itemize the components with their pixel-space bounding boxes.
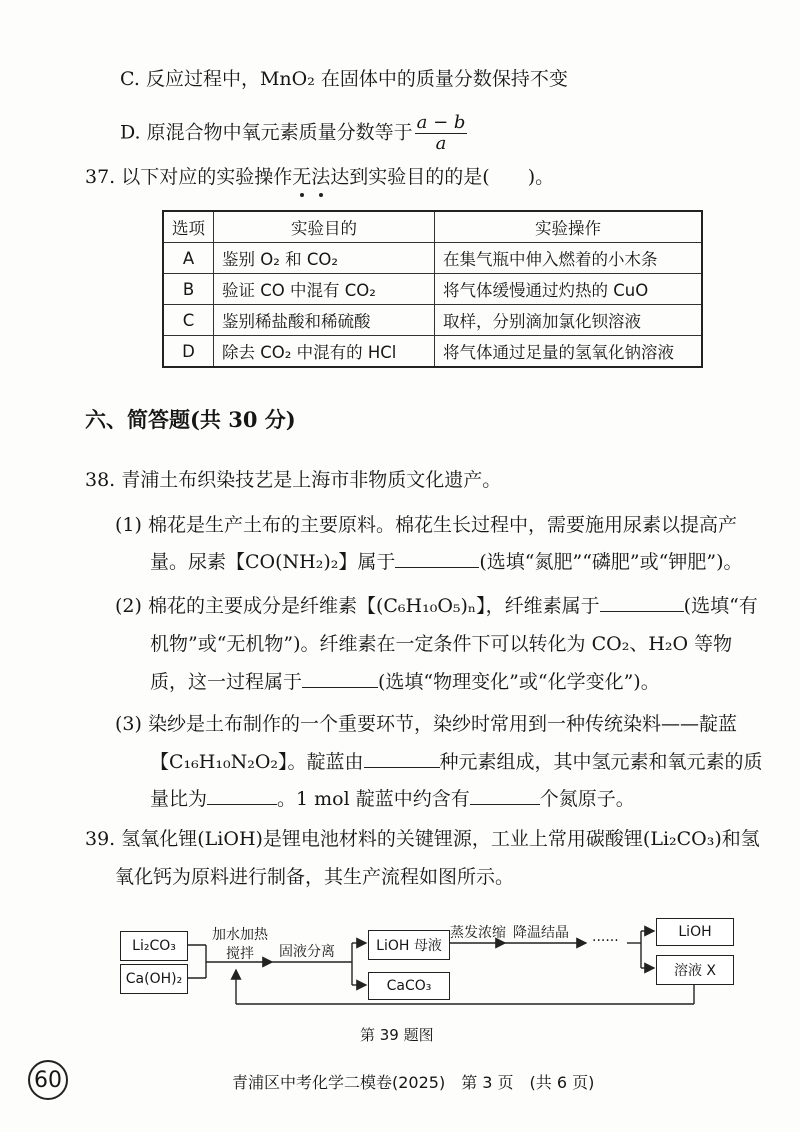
flow-ellipsis: ······ [592, 933, 619, 949]
text: (选填“氮肥”“磷肥”或“钾肥”)。 [479, 551, 743, 573]
text: (2) 棉花的主要成分是纤维素【(C₆H₁₀O₅)ₙ】，纤维素属于 [115, 595, 600, 617]
q36-option-c: C. 反应过程中，MnO₂ 在固体中的质量分数保持不变 [120, 68, 568, 90]
table-header: 实验目的 [214, 211, 435, 243]
table-cell: 将气体通过足量的氢氧化钠溶液 [435, 336, 703, 368]
table-cell: 在集气瓶中伸入燃着的小木条 [435, 243, 703, 274]
table-cell: 除去 CO₂ 中混有的 HCl [214, 336, 435, 368]
flow-box-caco3: CaCO₃ [368, 972, 450, 1000]
table-cell: 将气体缓慢通过灼热的 CuO [435, 274, 703, 305]
q38-part2-line2: 机物”或“无机物”)。纤维素在一定条件下可以转化为 CO₂、H₂O 等物 [150, 633, 733, 655]
text: 质，这一过程属于 [150, 671, 303, 693]
q37-emphasis-char: 无 [292, 166, 312, 188]
table-header: 选项 [163, 211, 214, 243]
q37-stem-suffix: 达到实验目的的是( )。 [330, 166, 555, 188]
table-cell: 鉴别稀盐酸和稀硫酸 [214, 305, 435, 336]
table-cell: 鉴别 O₂ 和 CO₂ [214, 243, 435, 274]
flow-box-lioh-mother-liquor: LiOH 母液 [368, 930, 450, 960]
text: 【C₁₆H₁₀N₂O₂】。靛蓝由 [150, 751, 364, 773]
flow-box-lioh: LiOH [656, 918, 734, 946]
q37-emphasis-char: 法 [311, 166, 331, 188]
flow-step-label: 降温结晶 [513, 925, 569, 941]
flow-box-solution-x: 溶液 X [656, 955, 734, 985]
flow-box-li2co3: Li₂CO₃ [120, 931, 188, 961]
q38-stem: 38. 青浦土布织染技艺是上海市非物质文化遗产。 [85, 469, 502, 491]
section-heading: 六、简答题(共 30 分) [85, 407, 296, 432]
q36-option-d-text: D. 原混合物中氧元素质量分数等于 [120, 121, 413, 144]
flow-step-label: 搅拌 [226, 946, 254, 962]
text: (选填“有 [683, 595, 758, 617]
text: (选填“物理变化”或“化学变化”)。 [378, 671, 660, 693]
table-cell: 取样，分别滴加氯化钡溶液 [435, 305, 703, 336]
q38-part3-line1: (3) 染纱是土布制作的一个重要环节，染纱时常用到一种传统染料——靛蓝 [115, 713, 737, 735]
table-cell: B [163, 274, 214, 305]
page-footer: 青浦区中考化学二模卷(2025) 第 3 页 (共 6 页) [232, 1073, 595, 1092]
table-cell: D [163, 336, 214, 368]
table-cell: 验证 CO 中混有 CO₂ [214, 274, 435, 305]
table-cell: A [163, 243, 214, 274]
text: 个氮原子。 [539, 788, 635, 810]
flow-step-label: 固液分离 [279, 944, 335, 960]
text: 种元素组成，其中氢元素和氧元素的质 [439, 751, 763, 773]
page-number-circle: 60 [28, 1060, 68, 1100]
table-header: 实验操作 [435, 211, 703, 243]
fraction-denominator: a [435, 133, 447, 154]
table-cell: C [163, 305, 214, 336]
text: 量。尿素【CO(NH₂)₂】属于 [150, 551, 396, 573]
flow-step-label: 蒸发浓缩 [450, 925, 506, 941]
flow-step-label: 加水加热 [212, 927, 268, 943]
text: 。1 mol 靛蓝中约含有 [277, 788, 470, 810]
q37-stem-prefix: 37. 以下对应的实验操作 [85, 166, 293, 188]
q39-line2: 氧化钙为原料进行制备，其生产流程如图所示。 [115, 866, 515, 888]
flow-box-caoh2: Ca(OH)₂ [120, 964, 188, 994]
q39-line1: 39. 氢氧化锂(LiOH)是锂电池材料的关键锂源，工业上常用碳酸锂(Li₂CO₃)和氢 [85, 828, 760, 850]
fraction-numerator: a − b [416, 112, 466, 133]
figure-caption: 第 39 题图 [360, 1026, 434, 1044]
q38-part1-line1: (1) 棉花是生产土布的主要原料。棉花生长过程中，需要施用尿素以提高产 [115, 514, 737, 536]
text: 量比为 [150, 788, 208, 810]
